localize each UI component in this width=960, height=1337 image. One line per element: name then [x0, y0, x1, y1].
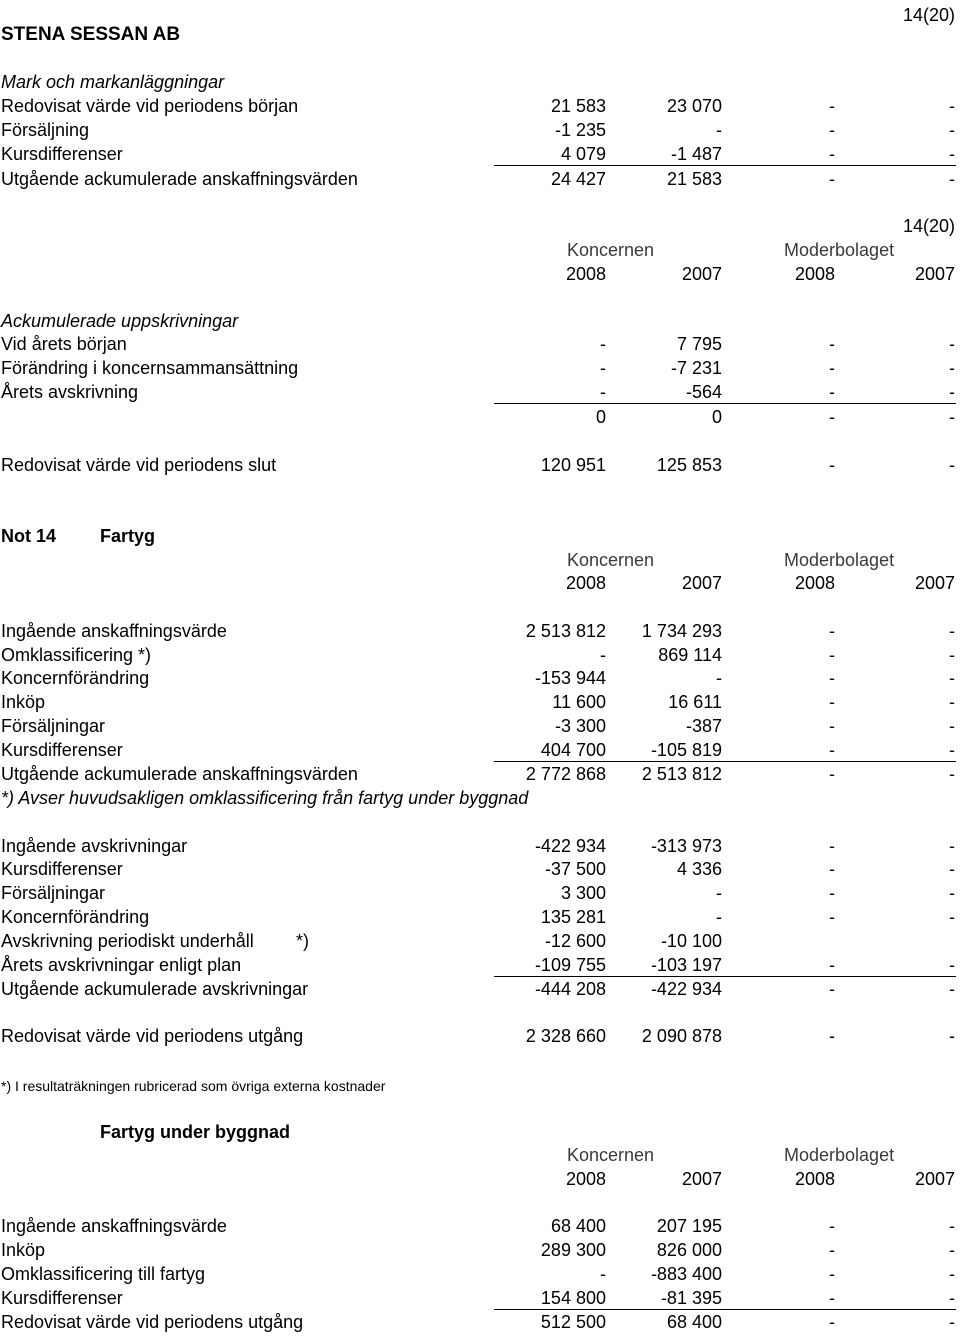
cell-group-2008: - [600, 1264, 606, 1284]
cell-group-2008: - [600, 645, 606, 665]
cell-group-2008: -12 600 [544, 931, 606, 951]
row-label: Årets avskrivning [1, 382, 139, 402]
row-label: Ingående anskaffningsvärde [1, 1216, 227, 1236]
row-label: Redovisat värde vid periodens början [1, 96, 299, 116]
cell-group-2007: -10 100 [660, 931, 722, 951]
cell-group-2007: 207 195 [656, 1216, 722, 1236]
cell-parent-2007: - [949, 1288, 955, 1308]
cell-parent-2008: - [829, 1312, 835, 1332]
row-label: Omklassificering till fartyg [1, 1264, 206, 1284]
column-header-parent-2008: 2008 [794, 573, 835, 593]
cell-parent-2008: - [829, 979, 835, 999]
row-label: Försäljningar [1, 883, 106, 903]
cell-parent-2008: - [829, 621, 835, 641]
cell-group-2007: -883 400 [650, 1264, 722, 1284]
sum-rule [494, 1309, 956, 1310]
cell-parent-2008: - [829, 907, 835, 927]
column-header-group: Koncernen [567, 240, 655, 260]
cell-group-2008: -3 300 [554, 716, 606, 736]
acquisition-note: *) Avser huvudsakligen omklassificering från fartyg under byggnad [1, 788, 529, 808]
cell-parent-2007: - [949, 645, 955, 665]
row-label: Kursdifferenser [1, 859, 123, 879]
cell-parent-2007: - [949, 1312, 955, 1332]
cell-parent-2007: - [949, 740, 955, 760]
cell-group-2008: 154 800 [540, 1288, 606, 1308]
cell-group-2007: -564 [685, 382, 722, 402]
cell-parent-2007: - [949, 407, 955, 427]
column-header-parent-2007: 2007 [914, 1169, 955, 1189]
cell-group-2007: - [716, 907, 722, 927]
column-header-group-2007: 2007 [681, 264, 722, 284]
cell-parent-2007: - [949, 1240, 955, 1260]
cell-group-2008: 404 700 [540, 740, 606, 760]
page-number-repeat: 14(20) [902, 216, 955, 236]
cell-parent-2008: - [829, 668, 835, 688]
column-header-group-2008: 2008 [565, 573, 606, 593]
cell-parent-2008: - [829, 96, 835, 116]
cell-group-2008: 512 500 [540, 1312, 606, 1332]
cell-parent-2008: - [829, 144, 835, 164]
page-number: 14(20) [902, 5, 955, 25]
cell-group-2008: -109 755 [534, 955, 606, 975]
row-label: Försäljningar [1, 716, 106, 736]
cell-group-2007: 1 734 293 [641, 621, 722, 641]
sum-rule [494, 165, 956, 166]
cell-parent-2008: - [829, 382, 835, 402]
cell-group-2007: 0 [711, 407, 722, 427]
sum-rule [494, 403, 956, 404]
cell-group-2008: 289 300 [540, 1240, 606, 1260]
cell-group-2007: -105 819 [650, 740, 722, 760]
column-header-group: Koncernen [567, 550, 655, 570]
cell-group-2008: 2 513 812 [525, 621, 606, 641]
column-header-group-2008: 2008 [565, 1169, 606, 1189]
cell-parent-2007: - [949, 979, 955, 999]
row-label: Ingående anskaffningsvärde [1, 621, 227, 641]
cell-group-2007: 4 336 [676, 859, 722, 879]
cell-parent-2008: - [829, 740, 835, 760]
cell-group-2007: 23 070 [666, 96, 722, 116]
cell-group-2007: -103 197 [650, 955, 722, 975]
cell-parent-2008: - [829, 883, 835, 903]
column-header-group-2008: 2008 [565, 264, 606, 284]
cell-parent-2008: - [829, 1026, 835, 1046]
cell-group-2008: -444 208 [534, 979, 606, 999]
cell-group-2007: - [716, 883, 722, 903]
cell-group-2008: 2 772 868 [525, 764, 606, 784]
company-name: STENA SESSAN AB [1, 24, 181, 45]
cell-parent-2008: - [829, 955, 835, 975]
cell-parent-2008: - [829, 1288, 835, 1308]
column-header-parent-2008: 2008 [794, 264, 835, 284]
cell-group-2007: 68 400 [666, 1312, 722, 1332]
cell-parent-2008: - [829, 407, 835, 427]
row-label: Koncernförändring [1, 668, 150, 688]
cell-group-2007: -7 231 [670, 358, 722, 378]
cell-group-2007: -422 934 [650, 979, 722, 999]
cell-parent-2007: - [949, 334, 955, 354]
column-header-parent: Moderbolaget [784, 550, 895, 570]
column-header-group-2007: 2007 [681, 1169, 722, 1189]
cell-group-2008: -37 500 [544, 859, 606, 879]
cell-parent-2008: - [829, 1264, 835, 1284]
row-label: Vid årets början [1, 334, 127, 354]
cell-parent-2008: - [829, 1216, 835, 1236]
row-label: Ingående avskrivningar [1, 836, 188, 856]
cell-group-2007: 21 583 [666, 169, 722, 189]
cell-parent-2007: - [949, 907, 955, 927]
cell-group-2008: 0 [595, 407, 606, 427]
cell-parent-2007: - [949, 883, 955, 903]
section-title-land: Mark och markanläggningar [1, 72, 225, 92]
cell-group-2007: 16 611 [668, 692, 722, 712]
row-label: Redovisat värde vid periodens utgång [1, 1026, 304, 1046]
row-label: Redovisat värde vid periodens slut [1, 455, 277, 475]
cell-parent-2008: - [829, 455, 835, 475]
cell-group-2007: -313 973 [650, 836, 722, 856]
cell-group-2008: 21 583 [550, 96, 606, 116]
cell-group-2008: 2 328 660 [525, 1026, 606, 1046]
cell-group-2008: - [600, 382, 606, 402]
column-header-group: Koncernen [567, 1145, 655, 1165]
cell-group-2008: 4 079 [560, 144, 606, 164]
cell-parent-2008: - [829, 692, 835, 712]
cell-parent-2007: - [949, 1216, 955, 1236]
sum-rule [494, 976, 956, 977]
column-header-parent: Moderbolaget [784, 1145, 895, 1165]
cell-parent-2008: - [829, 1240, 835, 1260]
row-label: Utgående ackumulerade anskaffningsvärden [1, 764, 358, 784]
cell-parent-2007: - [949, 836, 955, 856]
row-label: Utgående ackumulerade avskrivningar [1, 979, 309, 999]
row-label: Kursdifferenser [1, 144, 123, 164]
note-number: Not 14 [1, 526, 57, 546]
cell-group-2007: -81 395 [660, 1288, 722, 1308]
cell-group-2007: 125 853 [656, 455, 722, 475]
column-header-parent-2008: 2008 [794, 1169, 835, 1189]
cell-group-2008: 120 951 [540, 455, 606, 475]
row-label: Redovisat värde vid periodens utgång [1, 1312, 304, 1332]
row-label: Omklassificering *) [1, 645, 152, 665]
cell-group-2008: -1 235 [554, 120, 606, 140]
row-label: Förändring i koncernsammansättning [1, 358, 299, 378]
cell-parent-2007: - [949, 1026, 955, 1046]
column-header-parent-2007: 2007 [914, 573, 955, 593]
row-marker: *) [296, 931, 309, 951]
section-title-under-construction: Fartyg under byggnad [100, 1122, 291, 1142]
cell-parent-2008: - [829, 120, 835, 140]
row-label: Utgående ackumulerade anskaffningsvärden [1, 169, 358, 189]
cell-group-2007: -387 [685, 716, 722, 736]
cell-parent-2008: - [829, 836, 835, 856]
cell-group-2007: 7 795 [676, 334, 722, 354]
column-header-group-2007: 2007 [681, 573, 722, 593]
row-label: Kursdifferenser [1, 740, 123, 760]
row-label: Årets avskrivningar enligt plan [1, 955, 242, 975]
cell-parent-2008: - [829, 716, 835, 736]
cell-parent-2007: - [949, 668, 955, 688]
sum-rule [494, 761, 956, 762]
cell-group-2008: - [600, 358, 606, 378]
cell-group-2008: - [600, 334, 606, 354]
cell-parent-2007: - [949, 1264, 955, 1284]
cell-parent-2007: - [949, 716, 955, 736]
cell-parent-2008: - [829, 334, 835, 354]
row-label: Koncernförändring [1, 907, 150, 927]
cell-parent-2007: - [949, 382, 955, 402]
cell-group-2008: 3 300 [560, 883, 606, 903]
cell-parent-2007: - [949, 169, 955, 189]
cell-parent-2007: - [949, 120, 955, 140]
row-label: Inköp [1, 1240, 46, 1260]
row-label: Inköp [1, 692, 46, 712]
cell-group-2008: 11 600 [552, 692, 606, 712]
cell-parent-2008: - [829, 358, 835, 378]
cell-group-2008: 135 281 [540, 907, 606, 927]
section-title-revaluations: Ackumulerade uppskrivningar [1, 311, 239, 331]
cell-group-2007: 869 114 [658, 645, 722, 665]
cell-group-2007: 826 000 [656, 1240, 722, 1260]
note-title: Fartyg [100, 526, 156, 546]
cell-parent-2007: - [949, 96, 955, 116]
cell-parent-2007: - [949, 859, 955, 879]
cell-parent-2008: - [829, 169, 835, 189]
row-label: Avskrivning periodiskt underhåll [1, 931, 254, 951]
column-header-parent: Moderbolaget [784, 240, 895, 260]
column-header-parent-2007: 2007 [914, 264, 955, 284]
cell-parent-2007: - [949, 955, 955, 975]
cell-group-2008: 24 427 [550, 169, 606, 189]
cell-group-2008: -422 934 [534, 836, 606, 856]
footnote: *) I resultaträkningen rubricerad som övriga externa kostnader [1, 1078, 386, 1094]
row-label: Kursdifferenser [1, 1288, 123, 1308]
cell-parent-2007: - [949, 621, 955, 641]
cell-parent-2008: - [829, 764, 835, 784]
cell-group-2007: -1 487 [670, 144, 722, 164]
row-label: Försäljning [1, 120, 90, 140]
cell-group-2007: - [716, 668, 722, 688]
cell-group-2008: 68 400 [550, 1216, 606, 1236]
cell-group-2007: 2 513 812 [641, 764, 722, 784]
cell-group-2007: 2 090 878 [641, 1026, 722, 1046]
cell-group-2008: -153 944 [534, 668, 606, 688]
cell-parent-2007: - [949, 455, 955, 475]
cell-parent-2007: - [949, 764, 955, 784]
cell-parent-2008: - [829, 859, 835, 879]
cell-group-2007: - [716, 120, 722, 140]
cell-parent-2007: - [949, 144, 955, 164]
cell-parent-2007: - [949, 692, 955, 712]
cell-parent-2007: - [949, 358, 955, 378]
cell-parent-2008: - [829, 645, 835, 665]
